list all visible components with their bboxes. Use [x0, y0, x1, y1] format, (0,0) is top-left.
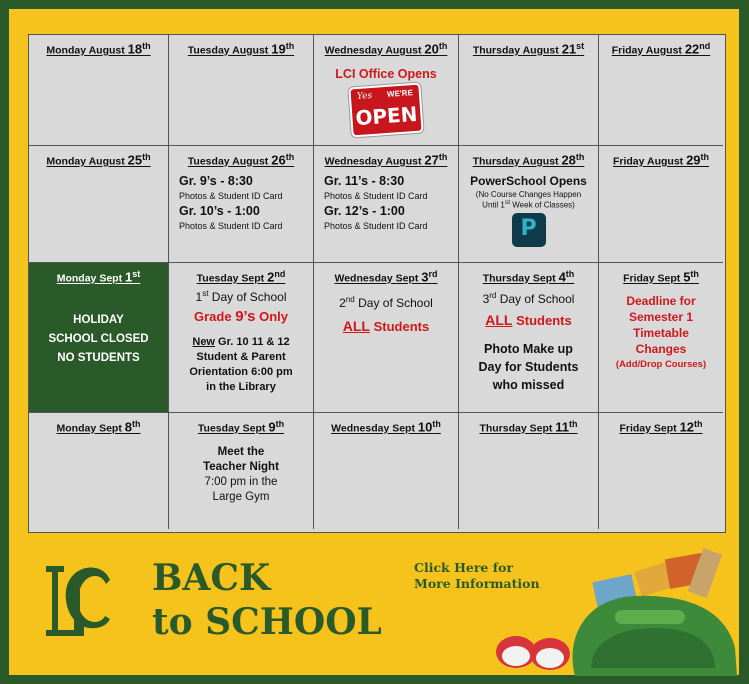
event-note: Until 1st Week of Classes): [482, 198, 575, 210]
day-cell: [599, 35, 723, 146]
event-office-opens: LCI Office Opens: [335, 66, 437, 81]
day-header: Tuesday August 26th: [187, 152, 295, 168]
day-cell: [459, 146, 599, 263]
day-header: Monday August 25th: [46, 152, 151, 168]
day-cell: [29, 146, 169, 263]
day-header: Thursday Sept 4th: [482, 269, 575, 285]
day-cell: [459, 35, 599, 146]
day-header: Thursday Sept 11th: [479, 419, 578, 435]
day-cell: [599, 146, 723, 263]
event-line: Gr. 11’s - 8:30: [324, 173, 405, 188]
back-to-school-title: BACK to SCHOOL: [152, 557, 382, 643]
day-cell: [459, 413, 599, 529]
day-header: Monday August 18th: [46, 41, 151, 57]
day-cell: [169, 413, 314, 529]
event-line: Gr. 9’s - 8:30: [179, 173, 253, 188]
powerschool-title: PowerSchool Opens: [470, 173, 587, 188]
more-info-link[interactable]: Click Here for More Information: [414, 560, 540, 591]
event-note: Photos & Student ID Card: [324, 190, 428, 201]
day-header: Wednesday August 20th: [324, 41, 448, 57]
event-line: Gr. 10’s - 1:00: [179, 203, 260, 218]
event-grade-9: Grade 9’s Only: [194, 307, 288, 325]
day-cell: [29, 35, 169, 146]
day-cell: [169, 35, 314, 146]
day-cell: [599, 263, 723, 413]
day-header: Tuesday August 19th: [187, 41, 295, 57]
day-cell: [459, 263, 599, 413]
day-cell: [599, 413, 723, 529]
holiday-text: HOLIDAY SCHOOL CLOSED NO STUDENTS: [48, 313, 149, 364]
event-note: Photos & Student ID Card: [179, 220, 283, 231]
day-cell: [169, 263, 314, 413]
calendar-grid: [28, 34, 726, 533]
day-cell: [29, 413, 169, 529]
event-line: 3rd Day of School: [482, 290, 575, 306]
day-cell-holiday: [29, 263, 169, 413]
powerschool-icon[interactable]: P: [512, 213, 546, 247]
day-header: Tuesday Sept 2nd: [196, 269, 286, 285]
event-note: (No Course Changes Happen: [475, 189, 582, 199]
day-header: Monday Sept 8th: [56, 419, 141, 435]
event-line: 2nd Day of School: [339, 294, 433, 310]
event-line: Gr. 12’s - 1:00: [324, 203, 405, 218]
day-cell: [314, 263, 459, 413]
deadline-text: Deadline for Semester 1 Timetable Changes (Add/Drop Courses): [615, 293, 707, 370]
event-note: Photos & Student ID Card: [179, 190, 283, 201]
day-header: Wednesday Sept 3rd: [334, 269, 438, 285]
day-header: Wednesday August 27th: [324, 152, 448, 168]
day-header: Thursday August 28th: [472, 152, 585, 168]
day-header: Wednesday Sept 10th: [331, 419, 441, 435]
open-sign-icon: Yes WE'RE OPEN: [348, 82, 423, 137]
day-cell: [314, 35, 459, 146]
photo-makeup-text: Photo Make up Day for Students who missed: [478, 341, 579, 392]
meet-teacher-text: Meet the Teacher Night 7:00 pm in the Large Gym: [203, 445, 279, 503]
event-line: 1st Day of School: [195, 288, 287, 304]
event-all-students: ALL Students: [342, 317, 430, 334]
day-header: Friday August 22nd: [611, 41, 711, 57]
day-header: Friday Sept 12th: [619, 419, 703, 435]
day-header: Tuesday Sept 9th: [197, 419, 285, 435]
day-header: Monday Sept 1st: [56, 269, 141, 285]
event-note: Photos & Student ID Card: [324, 220, 428, 231]
day-cell: [169, 146, 314, 263]
backpack-icon: [555, 548, 740, 676]
orientation-text: New Gr. 10 11 & 12 Student & Parent Orientation 6:00 pm in the Library: [189, 335, 293, 393]
day-header: Friday Sept 5th: [623, 269, 699, 285]
day-cell: [314, 146, 459, 263]
lci-logo-icon: [40, 560, 118, 646]
day-header: Thursday August 21st: [472, 41, 585, 57]
event-all-students: ALL Students: [485, 311, 572, 328]
day-header: Friday August 29th: [612, 152, 710, 168]
day-cell: [314, 413, 459, 529]
